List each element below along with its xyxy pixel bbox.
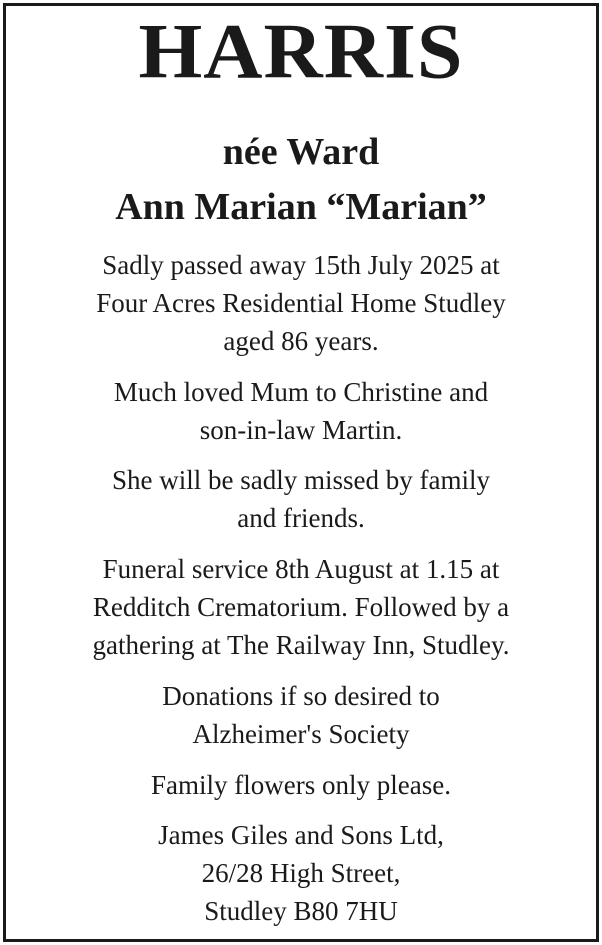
text-line: Donations if so desired to bbox=[162, 681, 440, 711]
text-line: She will be sadly missed by family bbox=[112, 465, 490, 495]
text-line: Sadly passed away 15th July 2025 at bbox=[102, 250, 500, 280]
family-details bbox=[6, 373, 596, 449]
text-line: aged 86 years. bbox=[223, 326, 379, 356]
obituary-notice bbox=[3, 3, 599, 942]
text-line: James Giles and Sons Ltd, bbox=[158, 820, 444, 850]
funeral-director-address bbox=[6, 816, 596, 930]
maiden-name: née Ward bbox=[222, 131, 380, 173]
flowers-note bbox=[6, 766, 596, 804]
text-line: Much loved Mum to Christine and bbox=[113, 377, 489, 407]
text-line: Alzheimer's Society bbox=[192, 719, 410, 749]
full-name: Ann Marian “Marian” bbox=[115, 186, 487, 228]
text-line: Studley B80 7HU bbox=[204, 896, 398, 926]
text-line: Family flowers only please. bbox=[151, 770, 451, 800]
passing-details bbox=[6, 246, 596, 360]
text-line: and friends. bbox=[237, 503, 365, 533]
text-line: 26/28 High Street, bbox=[201, 858, 401, 888]
missed-message bbox=[6, 461, 596, 537]
text-line: Funeral service 8th August at 1.15 at bbox=[102, 554, 500, 584]
text-line: Redditch Crematorium. Followed by a bbox=[92, 592, 510, 622]
donations-details bbox=[6, 677, 596, 753]
text-line: Four Acres Residential Home Studley bbox=[96, 288, 506, 318]
text-line: son-in-law Martin. bbox=[199, 415, 403, 445]
funeral-details bbox=[6, 550, 596, 664]
text-line: gathering at The Railway Inn, Studley. bbox=[92, 630, 510, 660]
surname-heading: HARRIS bbox=[138, 8, 464, 95]
